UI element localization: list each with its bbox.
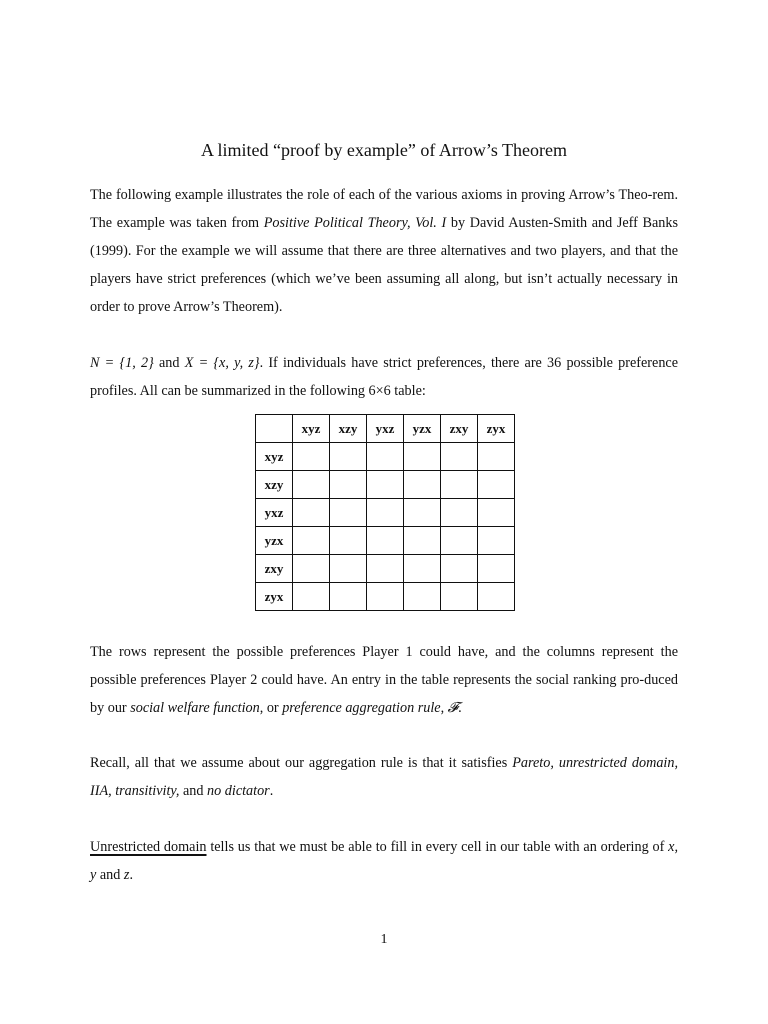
page-number: 1	[380, 932, 388, 947]
text: .	[269, 783, 274, 799]
table-cell	[367, 443, 404, 471]
column-header: xzy	[330, 415, 367, 443]
text: and	[179, 783, 208, 799]
math-variables: x, y	[90, 839, 678, 883]
text: The following example illustrates the role of each of the various axioms in proving Arrow’s Theo-rem. The example was taken from	[90, 187, 678, 231]
table-cell	[404, 555, 441, 583]
column-header: zyx	[478, 415, 515, 443]
table-cell	[404, 499, 441, 527]
text: and	[96, 867, 124, 883]
text: , or	[259, 700, 283, 716]
table-cell	[441, 555, 478, 583]
table-header-row	[256, 415, 515, 443]
table-cell	[330, 471, 367, 499]
table-corner-cell	[256, 415, 293, 443]
table-cell	[441, 471, 478, 499]
table-cell	[478, 471, 515, 499]
table-cell	[293, 527, 330, 555]
table-cell	[441, 443, 478, 471]
paragraph-setup	[90, 349, 678, 405]
text: by David Austen-Smith and Jeff Banks (1999). For the example we will assume that there are three alternatives and two players, and that the players have strict preferences (which we’ve been assuming all along, but isn’t actually necessary in order to prove Arrow’s Theorem).	[90, 215, 678, 315]
table-row	[256, 471, 515, 499]
table-cell	[367, 555, 404, 583]
table-cell	[293, 555, 330, 583]
table-row	[256, 583, 515, 611]
text: The rows represent the possible preferences Player 1 could have, and the columns represent the possible preferences Player 2 could have. An entry in the table represents the social ranking pro-duced by our	[90, 644, 678, 716]
table-cell	[478, 527, 515, 555]
table-cell	[441, 499, 478, 527]
term-unrestricted-domain: Unrestricted domain	[90, 839, 207, 855]
text: .	[129, 867, 133, 883]
text: . If individuals have strict preferences, there are 36 possible preference profiles. All can be summarized in the following 6×6 table:	[90, 355, 679, 399]
table-cell	[330, 527, 367, 555]
math-rule-symbol: 𝓕	[447, 700, 459, 716]
paragraph-intro	[90, 181, 678, 321]
text: ,	[440, 700, 448, 716]
text: and	[153, 355, 185, 371]
table-cell	[367, 583, 404, 611]
table-row	[256, 527, 515, 555]
page-title: A limited “proof by example” of Arrow’s Theorem	[200, 140, 568, 160]
column-header: xyz	[293, 415, 330, 443]
table-cell	[293, 471, 330, 499]
row-header: yzx	[256, 527, 293, 555]
table-cell	[293, 443, 330, 471]
row-header: xyz	[256, 443, 293, 471]
term-preference-aggregation-rule: preference aggregation rule	[282, 700, 441, 716]
table-cell	[478, 443, 515, 471]
table-cell	[441, 527, 478, 555]
row-header: zyx	[256, 583, 293, 611]
text: .	[458, 700, 462, 716]
row-header: yxz	[256, 499, 293, 527]
text: tells us that we must be able to fill in every cell in our table with an ordering of	[206, 839, 669, 855]
table-cell	[478, 499, 515, 527]
table-cell	[367, 471, 404, 499]
book-title: Positive Political Theory, Vol. I	[263, 215, 447, 231]
table-row	[256, 555, 515, 583]
column-header: yzx	[404, 415, 441, 443]
math-players: N = {1, 2}	[90, 355, 154, 371]
table-cell	[404, 471, 441, 499]
column-header: zxy	[441, 415, 478, 443]
table-cell	[367, 499, 404, 527]
table-cell	[367, 527, 404, 555]
text: Recall, all that we assume about our aggregation rule is that it satisfies	[90, 755, 513, 771]
math-alternatives: X = {x, y, z}	[184, 355, 260, 371]
table-cell	[404, 443, 441, 471]
axiom-no-dictator: no dictator	[207, 783, 270, 799]
table-cell	[293, 583, 330, 611]
axioms-list: Pareto, unrestricted domain, IIA, transitivity,	[90, 755, 678, 799]
table-cell	[330, 555, 367, 583]
math-variable-z: z	[123, 867, 130, 883]
table-cell	[478, 583, 515, 611]
paragraph-table-explanation	[90, 638, 678, 722]
table-row	[256, 443, 515, 471]
paragraph-unrestricted-domain	[90, 833, 678, 889]
column-header: yxz	[367, 415, 404, 443]
table-cell	[330, 443, 367, 471]
table-cell	[441, 583, 478, 611]
table-cell	[330, 583, 367, 611]
table-row	[256, 499, 515, 527]
row-header: xzy	[256, 471, 293, 499]
paragraph-axioms	[90, 749, 678, 805]
table-cell	[293, 499, 330, 527]
table-cell	[330, 499, 367, 527]
table-cell	[404, 583, 441, 611]
term-social-welfare-function: social welfare function	[130, 700, 260, 716]
preference-profile-table	[255, 414, 515, 611]
table-cell	[478, 555, 515, 583]
table-cell	[404, 527, 441, 555]
row-header: zxy	[256, 555, 293, 583]
